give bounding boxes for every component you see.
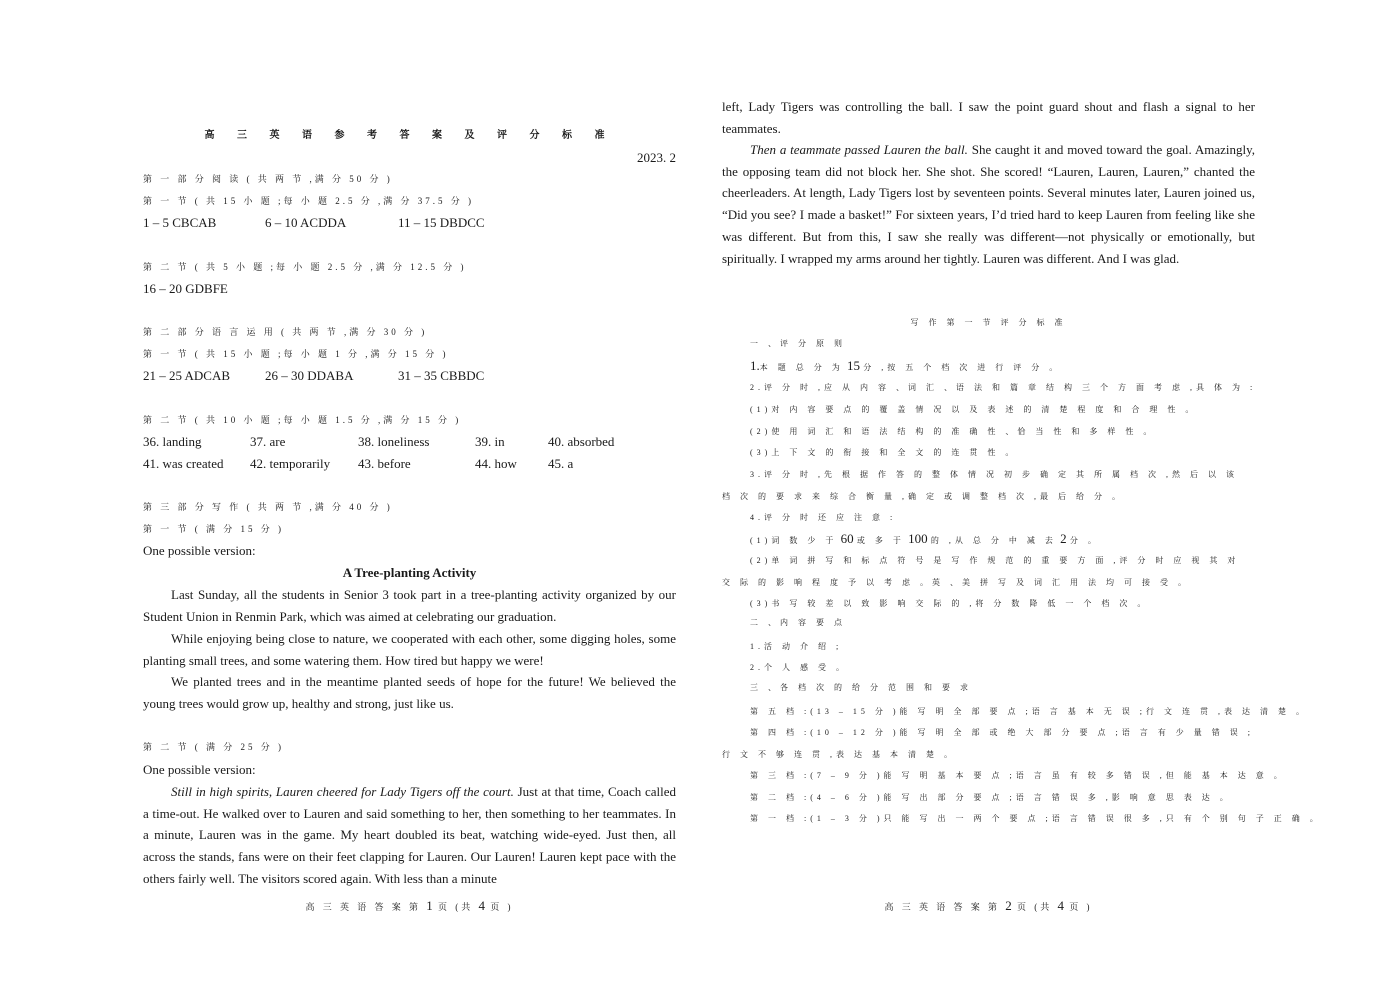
footer-total-pages: 4 [1057,898,1064,913]
essay-paragraph: We planted trees and in the meantime planted seeds of hope for the future! We believed the young trees would grow up, healthy and strong, just like us. [143,674,676,711]
criteria-title: 写 作 第 一 节 评 分 标 准 [910,318,1067,327]
part3-sec1-heading: 第 一 节 ( 满 分 15 分 ) [143,524,284,534]
footer-text: 页 (共 [1017,902,1053,912]
answer-item: 42. temporarily [250,456,331,471]
criteria-text: 分 ,按 五 个 档 次 进 行 评 分 。 [863,363,1062,372]
answer-group: 26 – 30 DDABA [265,368,354,383]
criteria-value: 2 [1060,531,1067,546]
content-point: 1.活 动 介 绍 ; [750,642,843,651]
story-paragraph: left, Lady Tigers was controlling the ball. I saw the point guard shout and flash a signal to her teammates. [722,99,1255,136]
criteria-text: 或 多 于 [856,536,905,545]
level-item: 第 四 档 :(10 – 12 分 )能 写 明 全 部 或 绝 大 部 分 要 点 ;语 言 有 少 量 错 误 ;行 文 不 够 连 贯 ,表 达 基 本 清 楚 。 [722,728,1254,759]
answer-item: 36. landing [143,434,202,449]
footer-text: 页 (共 [438,902,474,912]
criteria-subitem [750,528,1255,552]
criteria-text: 的 ,从 总 分 中 减 去 [930,536,1057,545]
criteria-heading: 二 、内 容 要 点 [750,618,846,627]
answer-item: 44. how [475,456,517,471]
criteria-heading: 一 、评 分 原 则 [750,339,846,348]
answer-group: 11 – 15 DBDCC [398,215,485,230]
criteria-text: (1)词 数 少 于 [750,536,838,545]
criteria-item: 2.评 分 时 ,应 从 内 容 、词 汇 、语 法 和 篇 章 结 构 三 个 方 面 考 虑 ,具 体 为 : [750,383,1257,392]
story-paragraph [143,781,676,890]
answer-item: 40. absorbed [548,434,615,449]
item-number: 1. [750,358,760,373]
answer-group: 21 – 25 ADCAB [143,368,231,383]
version-label: One possible version: [143,762,256,777]
criteria-subitem: (2)单 词 拼 写 和 标 点 符 号 是 写 作 规 范 的 重 要 方 面 ,评 分 时 应 视 其 对 交 际 的 影 响 程 度 予 以 考 虑 。英 、美 拼 写 及 词 汇 用 法 均 可 接 受 。 [722,556,1240,587]
answer-item: 45. a [548,456,574,471]
footer-text: 高 三 英 语 答 案 第 [884,902,1000,912]
part3-sec2-heading: 第 二 节 ( 满 分 25 分 ) [143,742,284,752]
version-label: One possible version: [143,543,256,558]
answer-group: 6 – 10 ACDDA [265,215,347,230]
criteria-value: 60 [840,531,854,546]
page-footer [722,898,1255,914]
footer-text: 页 ) [1069,902,1093,912]
criteria-text: 分 。 [1069,536,1100,545]
part1-sec2-heading: 第 二 节 ( 共 5 小 题 ;每 小 题 2.5 分 ,满 分 12.5 分 ) [143,262,467,272]
answer-item: 38. loneliness [358,434,430,449]
part2-sec2-heading: 第 二 节 ( 共 10 小 题 ;每 小 题 1.5 分 ,满 分 15 分 ) [143,415,462,425]
story-italic: Then a teammate passed Lauren the ball. [750,142,968,157]
criteria-text: 本 题 总 分 为 [759,363,844,372]
level-item: 第 一 档 :(1 – 3 分 )只 能 写 出 一 两 个 要 点 ;语 言 错 误 很 多 ,只 有 个 别 句 子 正 确 。 [750,814,1322,823]
footer-page-number: 1 [426,898,433,913]
answer-group: 16 – 20 GDBFE [143,281,228,296]
criteria-item: 3.评 分 时 ,先 根 据 作 答 的 整 体 情 况 初 步 确 定 其 所 属 档 次 ,然 后 以 该 档 次 的 要 求 来 综 合 衡 量 ,确 定 或 调 整 档 次 ,最 后 给 分 。 [722,470,1238,501]
part1-heading: 第 一 部 分 阅 读 ( 共 两 节 ,满 分 50 分 ) [143,174,393,184]
answer-group: 31 – 35 CBBDC [398,368,485,383]
criteria-value: 100 [908,531,928,546]
footer-page-number: 2 [1005,898,1012,913]
criteria-item: 4.评 分 时 还 应 注 意 : [750,513,897,522]
story-text: She caught it and moved toward the goal. Amazingly, the opposing team did not block her. She shot. She scored! “Lauren, Lauren, Lauren,” chanted the cheerleaders. At length, Lady Tigers lost by seventeen points. Several minutes later, Lauren joined us, “Did you see? I made a basket!” For sixteen years, I’d tried hard to keep Lauren from feeling like she was different. But from this, I saw she really was different—not physically or emotionally, but spiritually. I wrapped my arms around her tightly. Lauren was different. And I was glad. [722,142,1255,266]
answer-item: 39. in [475,434,505,449]
footer-text: 页 ) [490,902,514,912]
criteria-item [750,355,1255,379]
footer-total-pages: 4 [478,898,485,913]
part2-sec1-heading: 第 一 节 ( 共 15 小 题 ;每 小 题 1 分 ,满 分 15 分 ) [143,349,449,359]
answer-item: 41. was created [143,456,224,471]
story-paragraph [722,139,1255,269]
date: 2023. 2 [637,150,676,165]
criteria-heading: 三 、各 档 次 的 给 分 范 围 和 要 求 [750,683,972,692]
page-footer [143,898,676,914]
essay-paragraph: Last Sunday, all the students in Senior 3 took part in a tree-planting activity organized by our Student Union in Renmin Park, which was aimed at celebrating our graduation. [143,587,676,624]
level-item: 第 三 档 :(7 – 9 分 )能 写 明 基 本 要 点 ;语 言 虽 有 较 多 错 误 ,但 能 基 本 达 意 。 [750,771,1286,780]
story-italic: Still in high spirits, Lauren cheered for Lady Tigers off the court. [171,784,514,799]
criteria-subitem: (3)书 写 较 差 以 致 影 响 交 际 的 ,将 分 数 降 低 一 个 档 次 。 [750,599,1150,608]
essay-paragraph: While enjoying being close to nature, we cooperated with each other, some digging holes, some planting small trees, and some watering them. How tired but happy we were! [143,631,676,668]
answer-item: 37. are [250,434,286,449]
content-point: 2.个 人 感 受 。 [750,663,848,672]
part1-sec1-heading: 第 一 节 ( 共 15 小 题 ;每 小 题 2.5 分 ,满 分 37.5 分 ) [143,196,474,206]
essay-title: A Tree-planting Activity [342,565,477,580]
level-item: 第 五 档 :(13 – 15 分 )能 写 明 全 部 要 点 ;语 言 基 本 无 误 ;行 文 连 贯 ,表 达 清 楚 。 [750,707,1308,716]
criteria-subitem: (3)上 下 文 的 衔 接 和 全 文 的 连 贯 性 。 [750,448,1018,457]
part3-heading: 第 三 部 分 写 作 ( 共 两 节 ,满 分 40 分 ) [143,502,393,512]
part2-heading: 第 二 部 分 语 言 运 用 ( 共 两 节 ,满 分 30 分 ) [143,327,428,337]
page-title: 高 三 英 语 参 考 答 案 及 评 分 标 准 [204,130,615,141]
criteria-value: 15 [847,358,860,373]
level-item: 第 二 档 :(4 – 6 分 )能 写 出 部 分 要 点 ;语 言 错 误 多 ,影 响 意 思 表 达 。 [750,793,1232,802]
criteria-subitem: (1)对 内 容 要 点 的 覆 盖 情 况 以 及 表 述 的 清 楚 程 度 和 合 理 性 。 [750,405,1198,414]
answer-item: 43. before [358,456,411,471]
criteria-subitem: (2)使 用 词 汇 和 语 法 结 构 的 准 确 性 、恰 当 性 和 多 样 性 。 [750,427,1156,436]
answer-group: 1 – 5 CBCAB [143,215,217,230]
story-text: Just at that time, Coach called a time-out. He walked over to Lauren and said something to her, then something to her teammates. In a minute, Lauren was in the game. My heart doubled its beat, watching wide-eyed. Just then, all across the stands, fans were on their feet clapping for Lauren. Our Lauren! Lauren kept pace with the others fairly well. The visitors scored again. With less than a minute [143,784,676,886]
footer-text: 高 三 英 语 答 案 第 [305,902,421,912]
